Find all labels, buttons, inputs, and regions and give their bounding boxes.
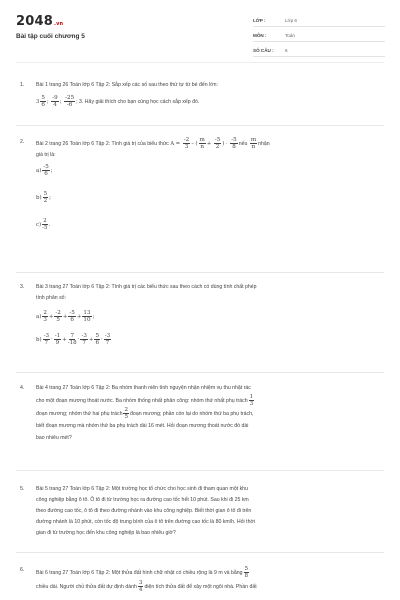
divider [16,372,384,373]
question-4: 4. Bài 4 trang 27 Toán lớp 6 Tập 2: Ba nhóm thanh niên tình nguyện nhận nhiệm vụ thu nhặt rác cho một đoạn mương thoát nước. Ba nhóm thống nhất phân công: nhóm thứ nhất phụ trách $\frac{1}{3}$ đoạn mương; nhóm thứ hai phụ trách $\frac{2}{5}$ đoạn mương; phần còn lại do nhóm thứ ba phụ trách, biết đoạn mương mà nhóm thứ ba phụ trách dài 16 mét. Hỏi đoạn mương thoát nước đó dài bao nhiêu mét? [20,385,254,441]
divider [16,552,384,553]
option-c: c) $\frac{2}{-5}$ . [36,218,51,232]
question-5: 5. Bài 5 trang 27 Toán lớp 6 Tập 2: Một trường học tổ chức cho học sinh đi tham quan một khu công nghiệp bằng ô tô. Ô tô đi từ trường học ra đường cao tốc hết 10 phút. Sau khi đi 25 km theo đường cao tốc, ô tô đi theo đường nhánh vào khu công nghiệp. Biết thời gian ô tô đi trên đường nhánh là 10 phút, còn tốc độ trung bình của ô tô trên đường cao tốc là 80 km/h. Hỏi thời gian đi từ trường học đến khu công nghiệp là bao nhiêu giờ? [20,486,256,536]
question-2: 2. Bài 2 trang 26 Toán lớp 6 Tập 2: Tính giá trị của biểu thức A = $\frac{-2}{3}$ – ( $\frac{m}{n}$ + $\frac{-5}{2}$ ) · $\frac{-5}{8}$ nếu $\frac{m}{n}$ nhận giá trị là: a) $\frac{-5}{6}$ ; b) $\frac{5}{2}$ ; c) $\frac{2}{-5}$ . [20,137,388,231]
header-divider [16,62,384,63]
divider [16,125,384,126]
option-a: a) $\frac{-5}{6}$ ; [36,164,53,178]
divider [16,470,384,471]
expression-a: a) $\frac{2}{3}$ + $\frac{-2}{5}$ + $\frac{-5}{6}$ + $\frac{13}{10}$ ; [36,310,95,323]
meta-count: SỐ CÂU : 6 [253,44,385,57]
question-6: 6. Bài 6 trang 27 Toán lớp 6 Tập 2: Một thửa đất hình chữ nhật có chiều rộng là 9 m và bằng $\frac{5}{8}$ chiều dài. Người chủ thửa đất dự định dành $\frac{3}{4}$ diện tích thửa đất để xây một ngôi nhà. Phần đất [20,566,257,593]
document-meta [253,14,385,59]
question-3: 3. Bài 3 trang 27 Toán lớp 6 Tập 2: Tính giá trị các biểu thức sau theo cách có dùng tính chất phép tính phân số: a) $\frac{2}{3}$ + $\frac{-2}{5}$ + $\frac{-5}{6}$ + $\frac{13}{10}$ ; b) $\frac{-3}{7}$ · $\frac{-1}{9}$ + $\frac{7}{-18}$ · $\frac{-3}{7}$ + $\frac{5}{6}$ · $\frac{-3}{7}$ [20,282,388,346]
meta-subject: MÔN : Toán [253,29,385,42]
document-title: Bài tập cuối chương 5 [16,33,85,40]
expression-b: b) $\frac{-3}{7}$ · $\frac{-1}{9}$ + $\frac{7}{-18}$ · $\frac{-3}{7}$ + $\frac{5}{6}$ · $\frac{-3}{7}$ [36,333,111,346]
site-logo[interactable]: 2048.vn [16,14,64,29]
option-b: b) $\frac{5}{2}$ ; [36,191,51,205]
question-1: 1. Bài 1 trang 26 Toán lớp 6 Tập 2: Sắp xếp các số sau theo thứ tự từ bé đến lớn: 3 $\frac{5}{6}$ ; $\frac{-9}{4}$ ; $\frac{-25}{-6}$ ; 3. Hãy giải thích cho bạn cùng học cách sắp xếp đó. [20,80,388,108]
question-1-numbers: 3 $\frac{5}{6}$ ; $\frac{-9}{4}$ ; $\frac{-25}{-6}$ ; 3. Hãy giải thích cho bạn cùng học cách sắp xếp đó. [36,95,200,108]
meta-class: LỚP : Lớp 6 [253,14,385,27]
divider [16,272,384,273]
